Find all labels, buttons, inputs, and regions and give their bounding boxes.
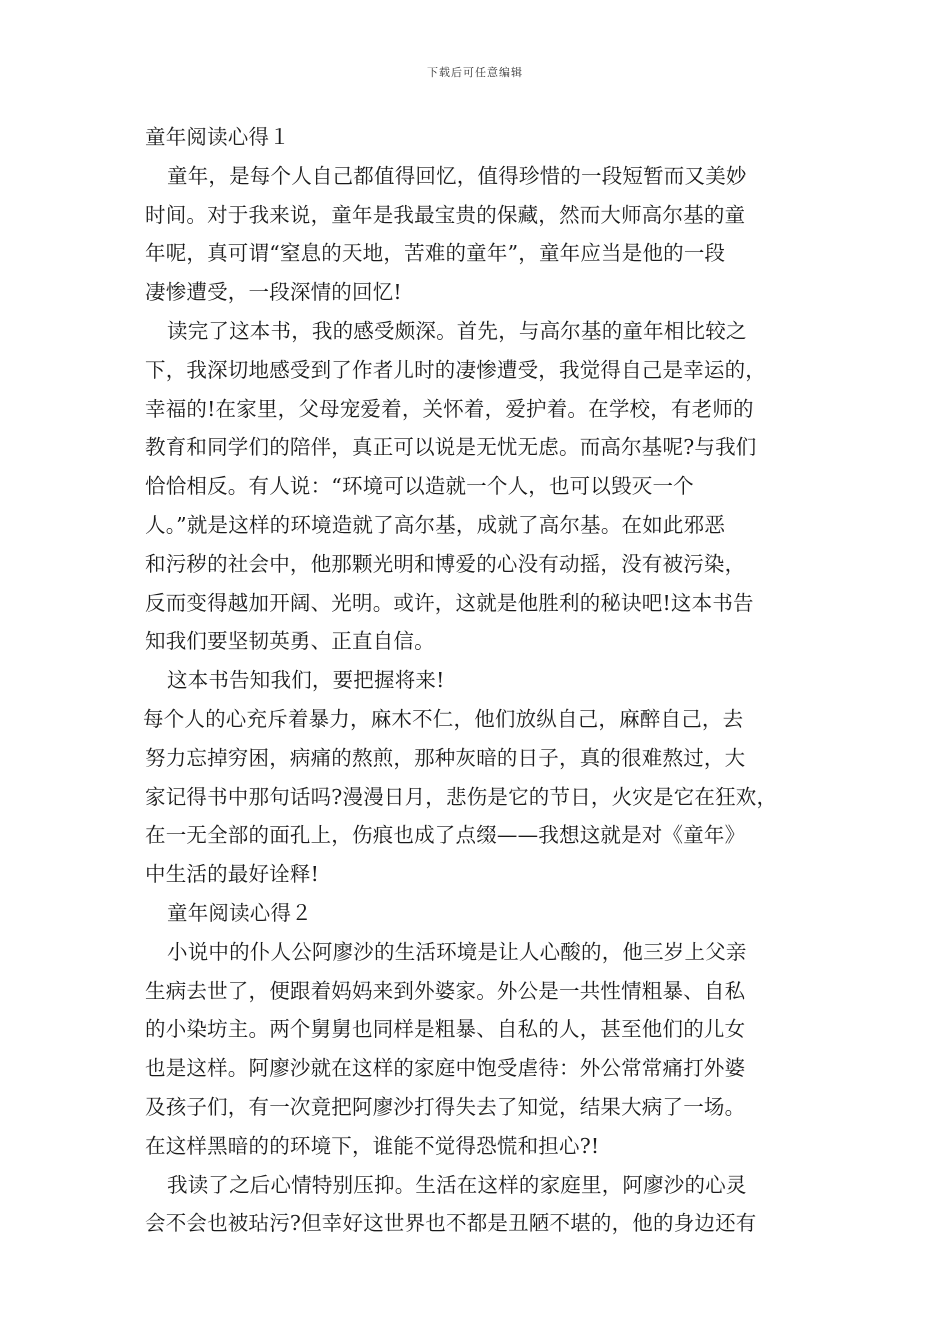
paragraph-line: 在一无全部的面孔上，伤痕也成了点缀——我想这就是对《童年》 [145, 823, 746, 848]
paragraph-line: 年呢，真可谓“窒息的天地，苦难的童年”，童年应当是他的一段 [145, 241, 726, 266]
paragraph-line: 努力忘掉穷困，病痛的熬煎，那种灰暗的日子，真的很难熬过，大 [145, 745, 746, 770]
paragraph-line: 会不会也被玷污?但幸好这世界也不都是丑陋不堪的，他的身边还有 [145, 1211, 757, 1236]
paragraph-line: 恰恰相反。有人说：“环境可以造就一个人，也可以毁灭一个 [145, 474, 694, 499]
section-title-1: 童年阅读心得１ [145, 125, 290, 149]
paragraph-line: 这本书告知我们，要把握将来! [167, 668, 445, 693]
paragraph-line: 读完了这本书，我的感受颇深。首先，与高尔基的童年相比较之 [167, 318, 747, 343]
paragraph-line: 知我们要坚韧英勇、正直自信。 [145, 629, 435, 654]
paragraph-line: 凄惨遭受，一段深情的回忆! [145, 280, 402, 305]
paragraph-line: 时间。对于我来说，童年是我最宝贵的保藏，然而大师高尔基的童 [145, 202, 746, 227]
document-body [145, 118, 825, 1243]
paragraph-line: 小说中的仆人公阿廖沙的生活环境是让人心酸的，他三岁上父亲 [167, 939, 747, 964]
paragraph-line: 下，我深切地感受到了作者儿时的凄惨遭受，我觉得自己是幸运的， [145, 357, 766, 382]
paragraph-line: 教育和同学们的陪伴，真正可以说是无忧无虑。而高尔基呢?与我们 [145, 435, 757, 460]
page-header: 下载后可任意编辑 [427, 66, 523, 79]
paragraph-line: 童年，是每个人自己都值得回忆，值得珍惜的一段短暂而又美妙 [167, 163, 747, 188]
paragraph-line: 家记得书中那句话吗?漫漫日月，悲伤是它的节日，火灾是它在狂欢， [145, 784, 778, 809]
paragraph-line: 和污秽的社会中，他那颗光明和博爱的心没有动摇，没有被污染， [145, 551, 746, 576]
paragraph-line: 每个人的心充斥着暴力，麻木不仁，他们放纵自己，麻醉自己，去 [143, 706, 744, 731]
paragraph-line: 我读了之后心情特别压抑。生活在这样的家庭里，阿廖沙的心灵 [167, 1172, 747, 1197]
paragraph-line: 及孩子们，有一次竟把阿廖沙打得失去了知觉，结果大病了一场。 [145, 1094, 746, 1119]
paragraph-line: 在这样黑暗的的环境下，谁能不觉得恐慌和担心?! [145, 1133, 600, 1158]
section-title-2: 童年阅读心得２ [167, 900, 312, 925]
paragraph-line: 中生活的最好诠释! [145, 862, 320, 887]
paragraph-line: 反而变得越加开阔、光明。或许，这就是他胜利的秘诀吧!这本书告 [145, 590, 754, 615]
paragraph-line: 生病去世了，便跟着妈妈来到外婆家。外公是一共性情粗暴、自私 [145, 978, 746, 1003]
paragraph-line: 的小染坊主。两个舅舅也同样是粗暴、自私的人，甚至他们的儿女 [145, 1017, 746, 1042]
paragraph-line: 幸福的!在家里，父母宠爱着，关怀着，爱护着。在学校，有老师的 [145, 396, 754, 421]
paragraph-line: 人。”就是这样的环境造就了高尔基，成就了高尔基。在如此邪恶 [145, 512, 726, 537]
paragraph-line: 也是这样。阿廖沙就在这样的家庭中饱受虐待：外公常常痛打外婆 [145, 1056, 746, 1081]
